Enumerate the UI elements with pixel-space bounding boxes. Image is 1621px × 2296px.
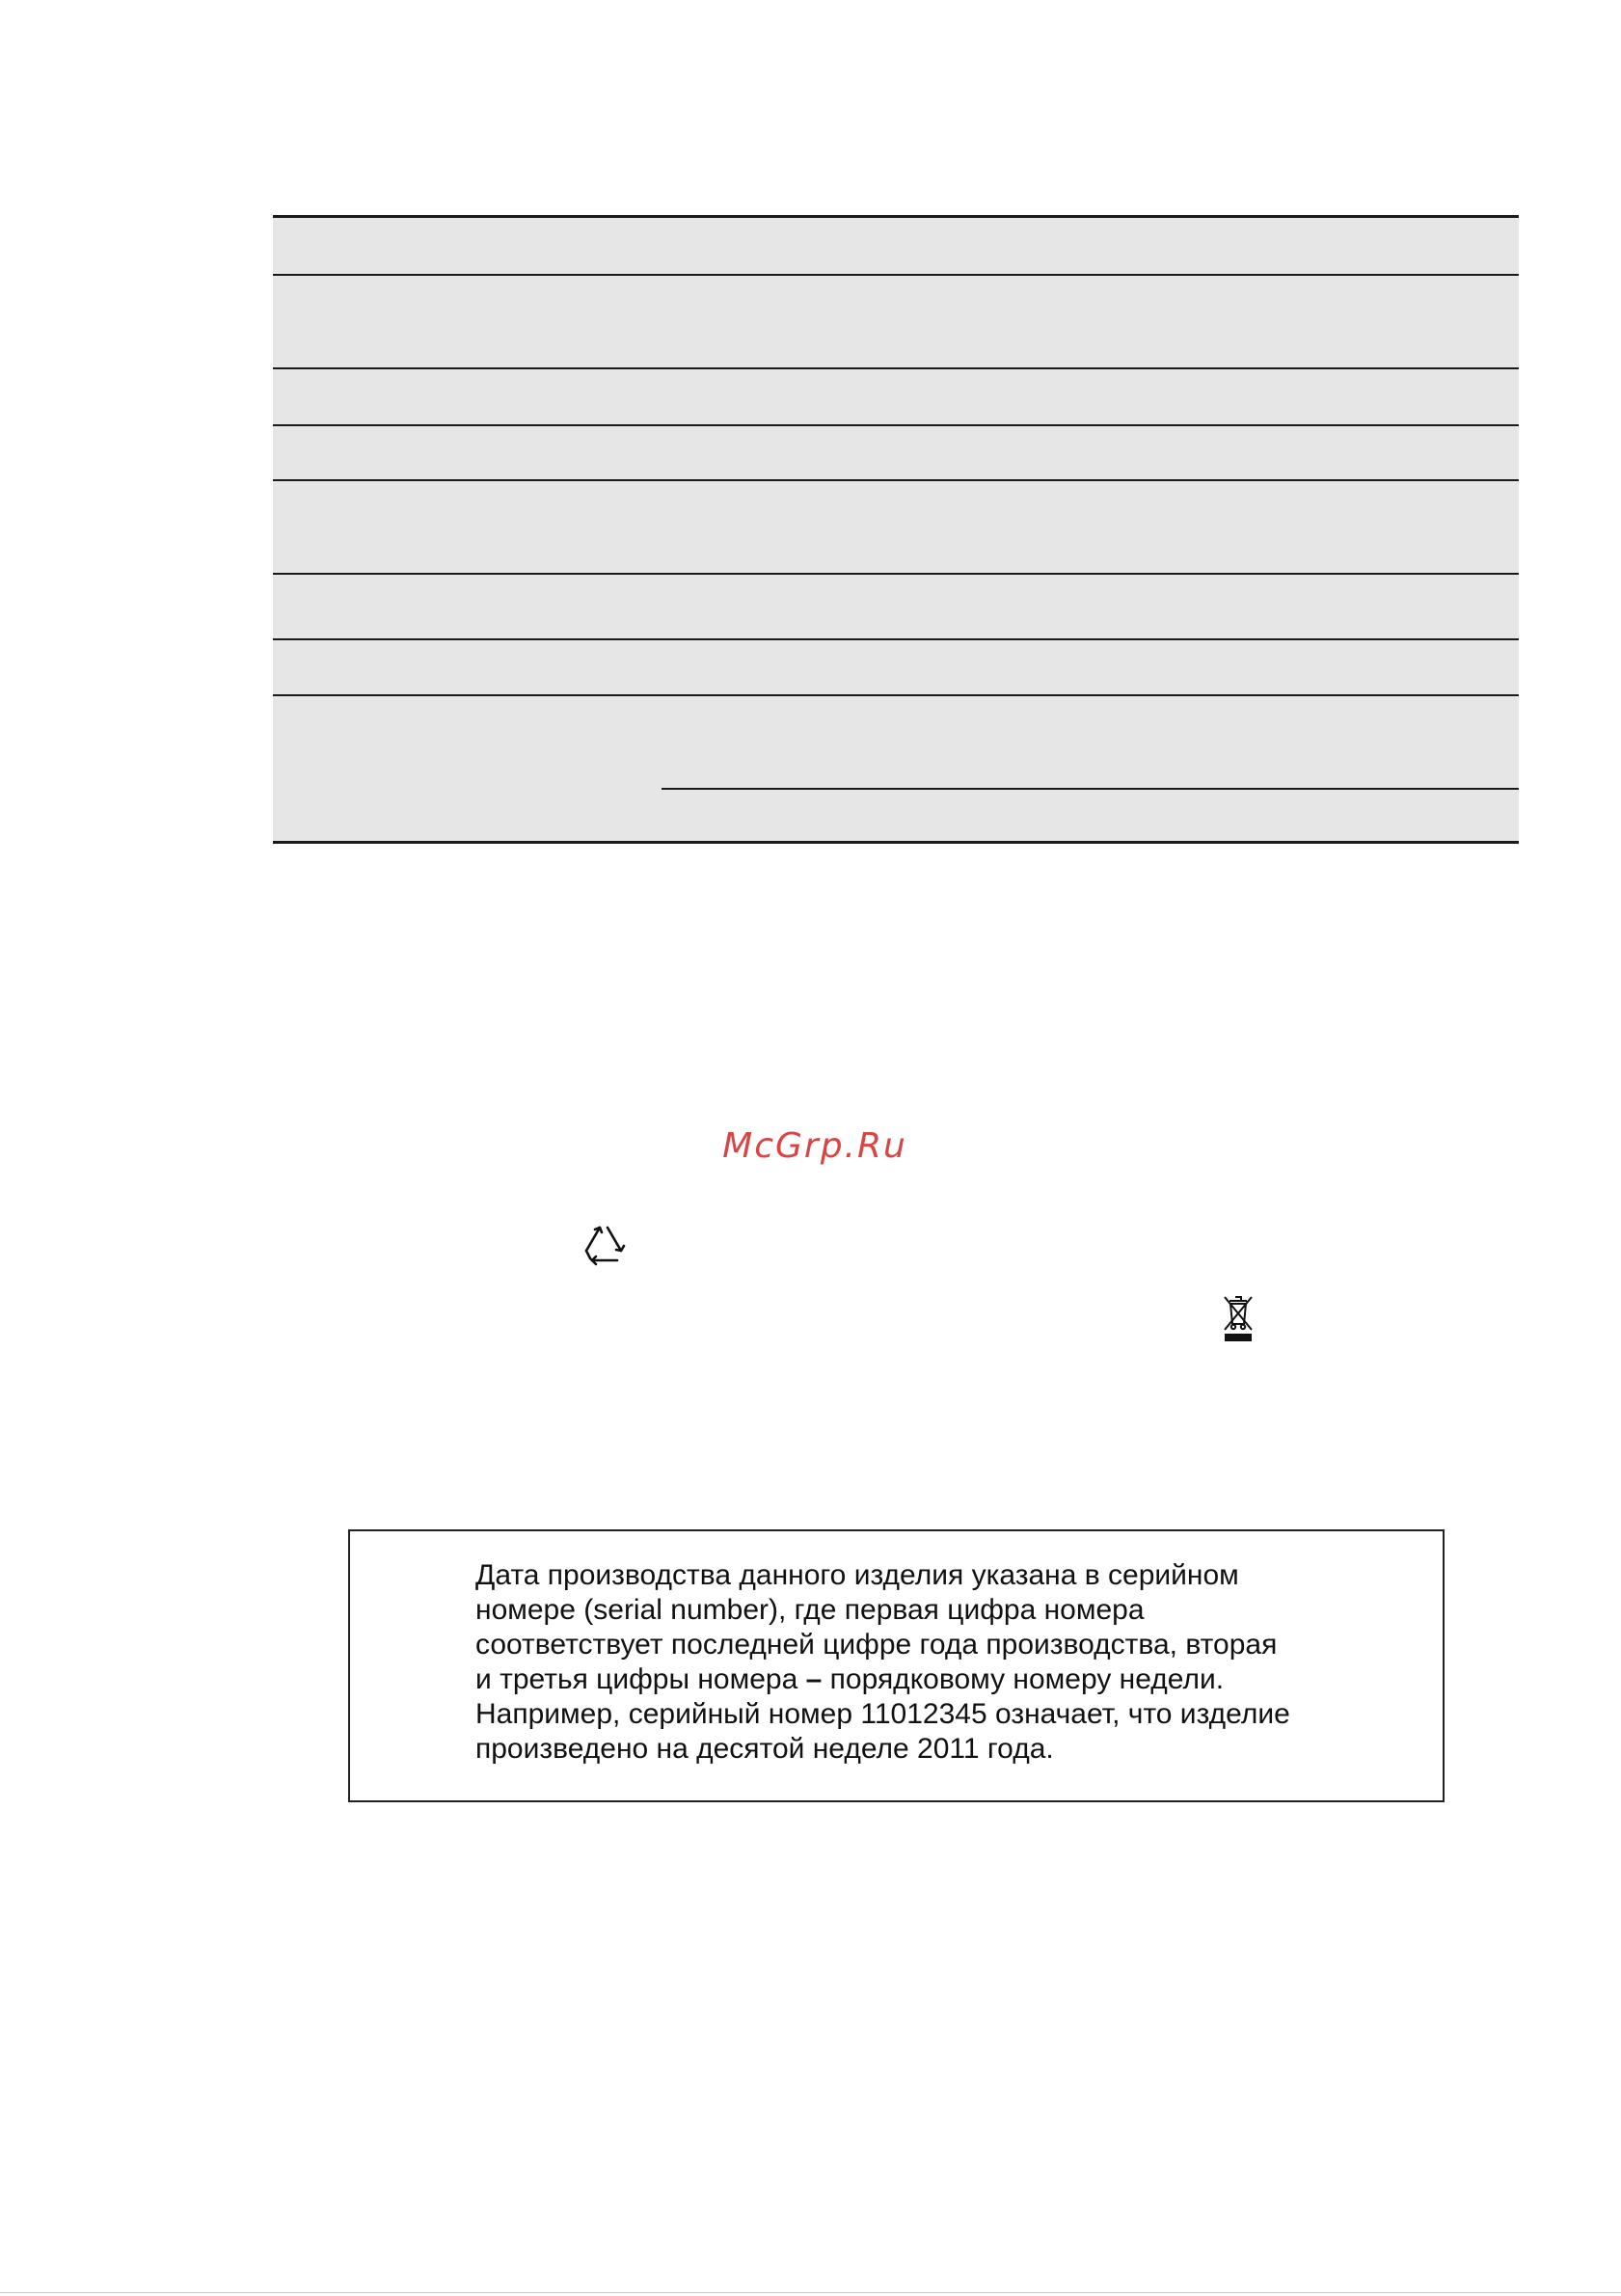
table-row-divider: [273, 274, 1519, 276]
table-subrow-divider: [662, 788, 1519, 790]
spec-table: [273, 215, 1519, 844]
notice-dash: –: [805, 1663, 823, 1695]
notice-text: [475, 1558, 1420, 1767]
table-row-divider: [273, 479, 1519, 481]
notice-line: Например, серийный номер 11012345 означает, что изделие: [475, 1698, 1290, 1730]
notice-line-part: и третья цифры номера: [475, 1663, 806, 1695]
notice-line-part: порядковому номеру недели.: [822, 1663, 1225, 1695]
notice-line: произведено на десятой неделе 2011 года.: [475, 1733, 1054, 1765]
recycle-icon: [579, 1218, 631, 1270]
table-row-divider: [273, 424, 1519, 426]
notice-line: соответствует последней цифре года производства, вторая: [475, 1629, 1278, 1661]
notice-line: номере (serial number), где первая цифра номера: [475, 1594, 1145, 1626]
footer-rule: [0, 2292, 1621, 2293]
notice-line: [475, 1662, 1420, 1697]
table-row-divider: [273, 367, 1519, 369]
notice-box: [348, 1529, 1445, 1802]
table-row-divider: [273, 694, 1519, 696]
watermark: McGrp.Ru: [722, 1126, 907, 1166]
table-row-divider: [273, 573, 1519, 575]
crossed-out-wheelie-bin-icon: [1221, 1291, 1256, 1343]
notice-line: Дата производства данного изделия указана в серийном: [475, 1559, 1239, 1591]
table-row-divider: [273, 638, 1519, 640]
